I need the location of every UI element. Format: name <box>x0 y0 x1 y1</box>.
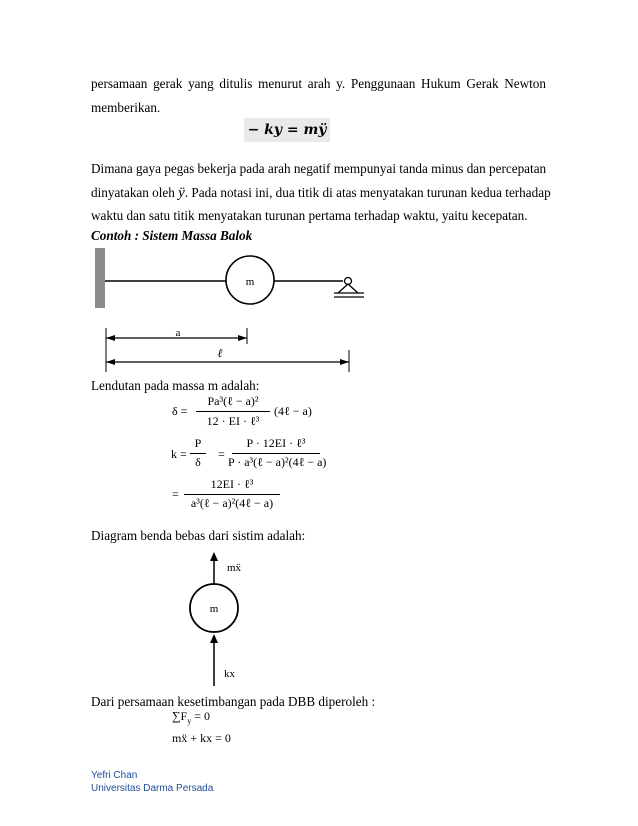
mass-label: m <box>245 276 255 288</box>
equilibrium-intro: Dari persamaan kesetimbangan pada DBB diperoleh : <box>91 694 376 709</box>
top-force-label: mẍ <box>227 562 242 574</box>
equation-newton: − ky = mÿ <box>244 118 330 142</box>
fbd-mass-label: m <box>209 603 219 615</box>
dim-a-arrow-right <box>238 335 247 341</box>
k-frac1-bar <box>190 453 206 454</box>
paragraph2-line1: Dimana gaya pegas bekerja pada arah negatif mempunyai tanda minus dan percepatan <box>91 161 547 176</box>
equilibrium-eq2: mẍ + kx = 0 <box>172 731 231 745</box>
footer-author: Yefri Chan <box>91 770 138 781</box>
roller-support <box>338 284 358 293</box>
delta-denominator: 12 · EI · ℓ³ <box>206 414 260 428</box>
k-frac1-denominator: δ <box>195 455 201 469</box>
k-frac1-numerator: P <box>194 436 202 450</box>
free-body-diagram <box>180 550 270 690</box>
deflection-intro: Lendutan pada massa m adalah: <box>91 378 260 393</box>
paragraph2-line3: waktu dan satu titik menyatakan turunan pertama terhadap waktu, yaitu kecepatan. <box>91 208 528 223</box>
fbd-intro: Diagram benda bebas dari sistim adalah: <box>91 528 306 543</box>
wall-support <box>95 248 105 308</box>
sum-forces-rhs: = 0 <box>194 709 211 723</box>
sum-forces: ∑F <box>172 709 188 723</box>
bottom-force-arrowhead <box>210 634 218 643</box>
k-frac2-bar <box>232 453 320 454</box>
k-equals: = <box>218 447 225 461</box>
paragraph1-line2: memberikan. <box>91 100 161 115</box>
k2-numerator: 12EI · ℓ³ <box>210 477 254 491</box>
dim-l-arrow-left <box>106 359 115 365</box>
y-double-dot-symbol: ÿ <box>178 185 185 201</box>
paragraph2-line2-pre: dinyatakan oleh <box>91 185 175 200</box>
k2-fraction-bar <box>184 494 280 495</box>
delta-tail: (4ℓ − a) <box>274 404 312 418</box>
equilibrium-eq1 <box>172 709 210 725</box>
dim-a-arrow-left <box>106 335 115 341</box>
dim-l-arrow-right <box>340 359 349 365</box>
k-frac2-denominator: P · a³(ℓ − a)²(4ℓ − a) <box>228 455 327 469</box>
sum-forces-subscript: y <box>187 716 192 726</box>
delta-lhs: δ = <box>172 404 188 418</box>
k2-denominator: a³(ℓ − a)²(4ℓ − a) <box>190 496 274 510</box>
dim-a-label: a <box>175 327 181 339</box>
k-lhs: k = <box>171 447 187 461</box>
k-frac2-numerator: P · 12EI · ℓ³ <box>246 436 306 450</box>
paragraph2-line2-post: . Pada notasi ini, dua titik di atas menyatakan turunan kedua terhadap <box>184 185 551 200</box>
delta-numerator: Pa³(ℓ − a)² <box>207 394 259 408</box>
beam-mass-diagram <box>88 246 378 376</box>
dim-l-label: ℓ <box>217 346 223 360</box>
paragraph1-line1: persamaan gerak yang ditulis menurut arah y. Penggunaan Hukum Gerak Newton <box>91 76 546 91</box>
example-heading: Contoh : Sistem Massa Balok <box>91 228 253 243</box>
top-force-arrowhead <box>210 552 218 561</box>
delta-fraction-bar <box>196 411 270 412</box>
bottom-force-label: kx <box>224 668 235 680</box>
k2-lhs: = <box>172 487 179 501</box>
footer-institution: Universitas Darma Persada <box>91 783 214 794</box>
paragraph2-line2 <box>91 185 551 201</box>
